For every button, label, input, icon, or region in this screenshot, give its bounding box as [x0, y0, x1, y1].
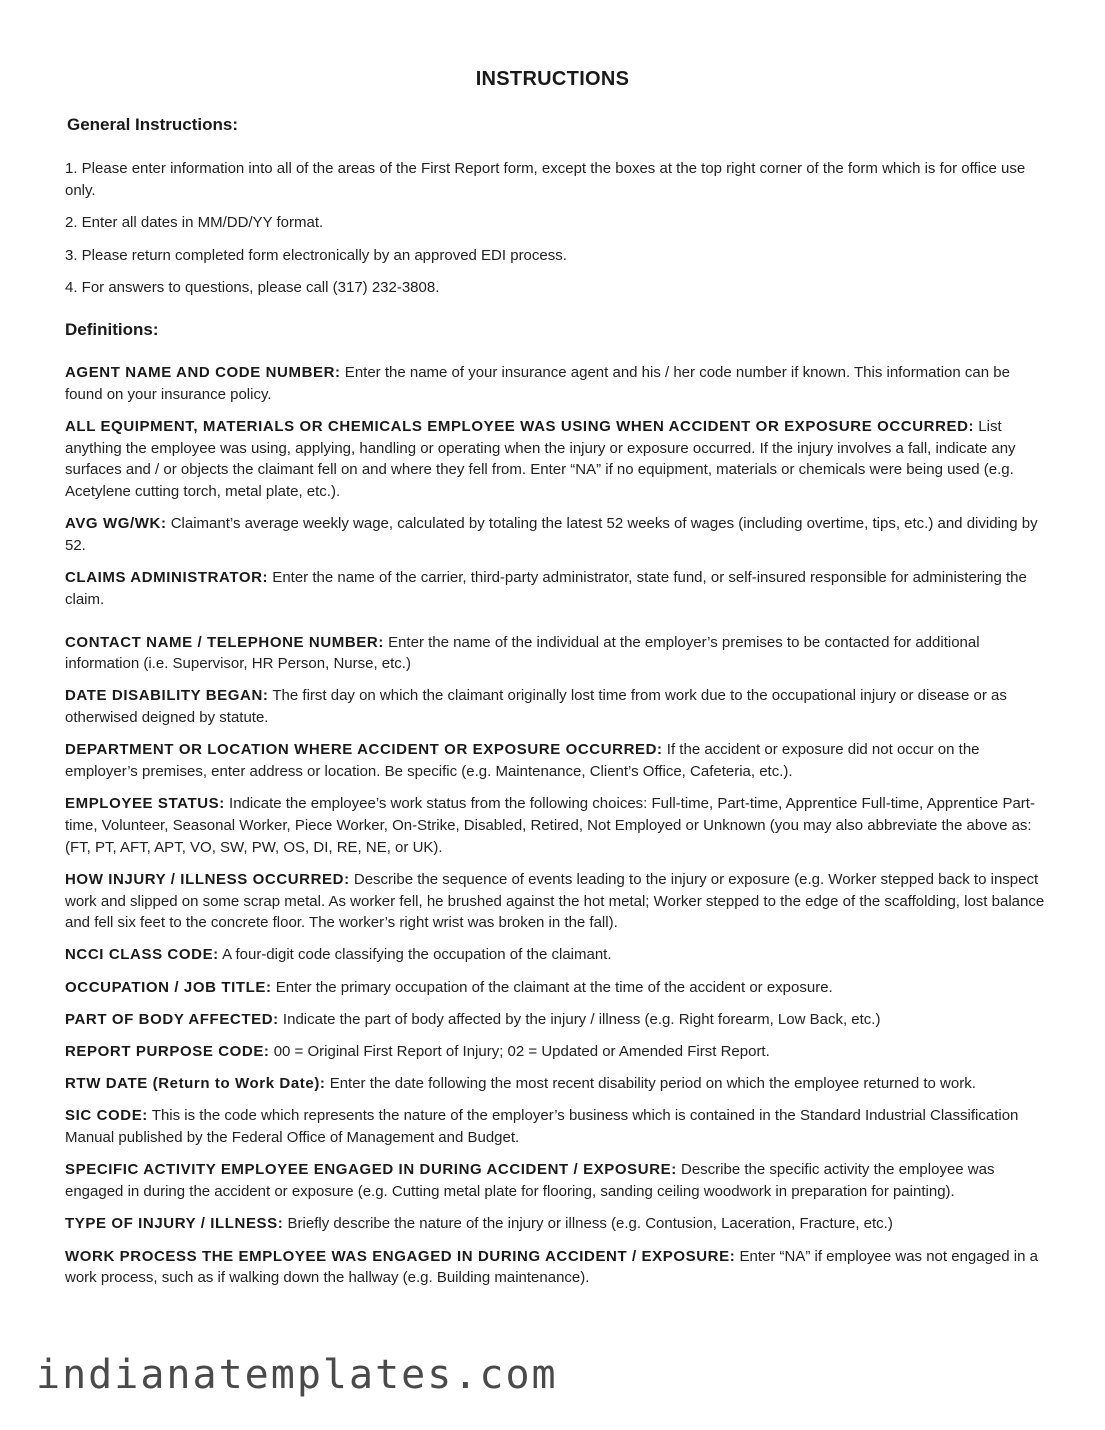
definition-item: [65, 1213, 1045, 1235]
definition-text: This is the code which represents the nature of the employer’s business which is contained in the Standard Industrial Classification Manual published by the Federal Office of Management and Budget.: [65, 1107, 1019, 1147]
definition-item: [65, 1009, 1045, 1031]
definition-item: [65, 1246, 1045, 1289]
general-instruction-item: 2. Enter all dates in MM/DD/YY format.: [65, 214, 324, 231]
general-instruction-item: 1. Please enter information into all of the areas of the First Report form, except the boxes at the top right corner of the form which is for office use only.: [65, 160, 1026, 199]
definition-item: [65, 977, 1045, 999]
definition-term: REPORT PURPOSE CODE:: [65, 1043, 270, 1061]
definition-text: Enter the name of your insurance agent and his / her code number if known. This information can be found on your insurance policy.: [65, 364, 1010, 403]
definition-term: NCCI CLASS CODE:: [65, 946, 219, 964]
general-instructions-heading: General Instructions:: [67, 115, 238, 134]
definition-item: [65, 793, 1045, 858]
definition-term: TYPE OF INJURY / ILLNESS:: [65, 1215, 284, 1233]
definition-text: Describe the sequence of events leading to the injury or exposure (e.g. Worker stepped back to inspect work and slipped on some scrap metal. As worker fell, he brushed against the hot metal; Worker stepped to the edge of the scaffolding, lost balance and fell six feet to the concrete floor. The worker’s right wrist was broken in the fall).: [65, 870, 1045, 932]
definition-term: CLAIMS ADMINISTRATOR:: [65, 569, 269, 587]
definition-term: WORK PROCESS THE EMPLOYEE WAS ENGAGED IN DURING ACCIDENT / EXPOSURE:: [65, 1247, 736, 1265]
definition-item: [65, 1105, 1045, 1148]
definition-text: Briefly describe the nature of the injury or illness (e.g. Contusion, Laceration, Fracture, etc.): [283, 1215, 893, 1233]
definition-term: EMPLOYEE STATUS:: [65, 795, 225, 813]
definition-term: HOW INJURY / ILLNESS OCCURRED:: [65, 870, 350, 888]
definition-term: SPECIFIC ACTIVITY EMPLOYEE ENGAGED IN DURING ACCIDENT / EXPOSURE:: [65, 1161, 677, 1179]
definition-text: Describe the specific activity the employee was engaged in during the accident or exposure (e.g. Cutting metal plate for flooring, sanding ceiling woodwork in preparation for painting).: [65, 1161, 995, 1201]
definition-text: Claimant’s average weekly wage, calculated by totaling the latest 52 weeks of wages (including overtime, tips, etc.) and dividing by 52.: [65, 515, 1038, 554]
definition-item: [65, 685, 1045, 728]
definitions-list: [65, 362, 1045, 1299]
definition-item: [65, 944, 1045, 966]
page-title: INSTRUCTIONS: [475, 68, 630, 90]
definition-text: Enter the primary occupation of the claimant at the time of the accident or exposure.: [271, 978, 833, 996]
definition-item: [65, 739, 1045, 782]
definition-item: [65, 1041, 1045, 1063]
definition-item: [65, 567, 1045, 610]
definition-text: Enter the name of the individual at the employer’s premises to be contacted for additional information (i.e. Supervisor, HR Person, Nurse, etc.): [65, 633, 980, 673]
definition-item: [65, 513, 1045, 556]
definition-text: Indicate the employee’s work status from the following choices: Full-time, Part-time, Apprentice Full-time, Apprentice Part-time, Volunteer, Seasonal Worker, Piece Worker, On-Strike, Disabled, Retired, Not Employed or Unknown (you may also abbreviate the above as: (FT, PT, AFT, APT, VO, SW, PW, OS, DI, RE, NE, or UK).: [65, 795, 1035, 856]
definition-item: [65, 632, 1045, 675]
definition-text: List anything the employee was using, applying, handling or operating when the injury or exposure occurred. If the injury involves a fall, indicate any surfaces and / or objects the claimant fell on and where they fell from. Enter “NA” if no equipment, materials or chemicals were being used (e.g. Acetylene cutting torch, metal plate, etc.).: [65, 417, 1016, 501]
definition-item: [65, 1159, 1045, 1202]
definition-term: DATE DISABILITY BEGAN:: [65, 687, 269, 705]
definition-item: [65, 1073, 1045, 1095]
definition-term: DEPARTMENT OR LOCATION WHERE ACCIDENT OR EXPOSURE OCCURRED:: [65, 741, 663, 759]
definition-term: ALL EQUIPMENT, MATERIALS OR CHEMICALS EMPLOYEE WAS USING WHEN ACCIDENT OR EXPOSURE OCCURRED:: [65, 417, 975, 435]
general-instruction-item: 4. For answers to questions, please call (317) 232-3808.: [65, 279, 440, 296]
definition-text: Indicate the part of body affected by the injury / illness (e.g. Right forearm, Low Back, etc.): [278, 1010, 881, 1028]
definition-term: AVG WG/WK:: [65, 515, 167, 533]
definition-term: SIC CODE:: [65, 1107, 148, 1125]
definition-term: AGENT NAME AND CODE NUMBER:: [65, 364, 341, 381]
definitions-heading: Definitions:: [65, 320, 159, 339]
definition-text: If the accident or exposure did not occur on the employer’s premises, enter address or location. Be specific (e.g. Maintenance, Client’s Office, Cafeteria, etc.).: [65, 741, 980, 781]
definition-text: The first day on which the claimant originally lost time from work due to the occupational injury or disease or as otherwised deigned by statute.: [65, 687, 1007, 727]
definition-term: OCCUPATION / JOB TITLE:: [65, 978, 272, 996]
definition-term: PART OF BODY AFFECTED:: [65, 1010, 279, 1028]
definition-item: [65, 416, 1045, 503]
definition-item: [65, 869, 1045, 934]
definition-text: Enter the name of the carrier, third-party administrator, state fund, or self-insured responsible for administering the claim.: [65, 569, 1027, 608]
definition-item: [65, 362, 1045, 405]
definition-term: CONTACT NAME / TELEPHONE NUMBER:: [65, 633, 384, 651]
definition-text: A four-digit code classifying the occupation of the claimant.: [218, 946, 612, 964]
watermark: indianatemplates.com: [36, 1352, 558, 1398]
definition-text: 00 = Original First Report of Injury; 02 = Updated or Amended First Report.: [269, 1043, 770, 1061]
general-instructions-list: [65, 158, 1045, 310]
definition-text: Enter the date following the most recent disability period on which the employee returned to work.: [325, 1075, 976, 1093]
definition-term: RTW DATE (Return to Work Date):: [65, 1075, 326, 1093]
definition-text: Enter “NA” if employee was not engaged in a work process, such as if walking down the hallway (e.g. Building maintenance).: [65, 1247, 1038, 1287]
general-instruction-item: 3. Please return completed form electronically by an approved EDI process.: [65, 246, 567, 264]
